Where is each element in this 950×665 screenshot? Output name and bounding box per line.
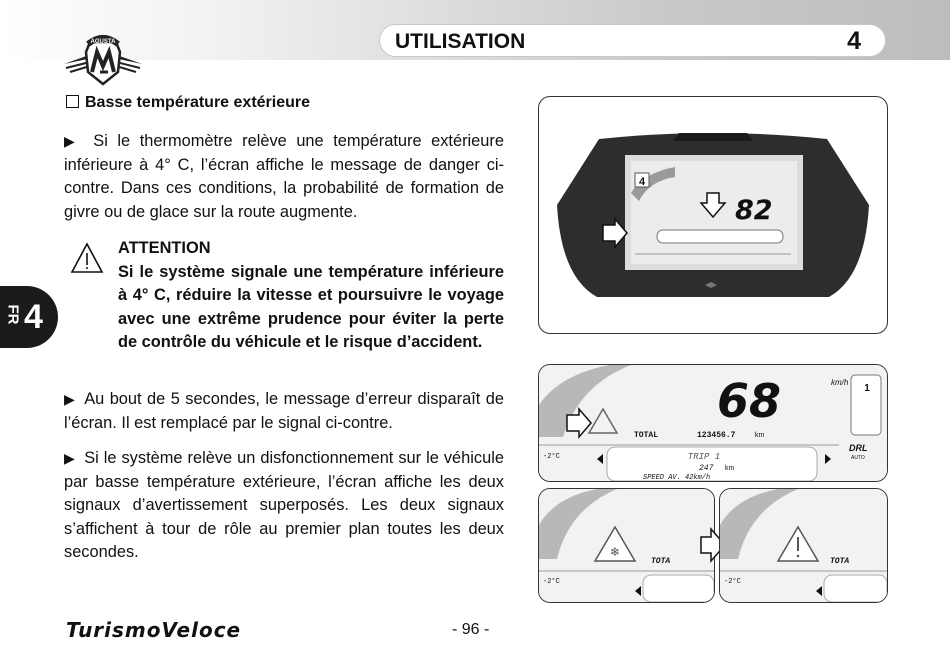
section-heading (66, 94, 310, 112)
attention-title: ATTENTION (118, 239, 211, 257)
bullet-arrow-icon: ▶ (64, 133, 80, 149)
checkbox-icon (66, 95, 79, 108)
trip-label: TRIP 1 (687, 452, 721, 462)
model-logo: TurismoVeloce (66, 618, 242, 642)
dash-speed: 82 (735, 195, 773, 226)
speed-average: SPEED AV. 42km/h (643, 474, 711, 481)
general-warning-figure (719, 488, 888, 603)
paragraph-1 (64, 130, 504, 224)
speed-detail-illustration (539, 365, 887, 481)
paragraph-2-text: Au bout de 5 secondes, le message d’erreur disparaît de l’écran. Il est remplacé par le signal ci-contre. (64, 390, 504, 432)
warning-triangle-icon (70, 242, 104, 274)
trip-value: 247 (699, 464, 714, 473)
total-unit: km (755, 432, 765, 439)
attention-block (118, 237, 504, 355)
ice-warning-illustration (539, 489, 714, 602)
chapter-number: 4 (847, 27, 861, 55)
trip-unit: km (725, 465, 735, 472)
chapter-side-tab (0, 286, 58, 348)
total-value: 123456.7 (697, 431, 736, 440)
section-title: UTILISATION (395, 30, 526, 53)
bullet-arrow-icon: ▶ (64, 450, 76, 466)
total-label: TOTAL (634, 431, 659, 440)
ice-warning-figure (538, 488, 715, 603)
speed-detail-figure (538, 364, 888, 482)
attention-text: Si le système signale une température inférieure à 4° C, réduire la vitesse et poursuivre le voyage avec une extrême prudence pour éviter la perte de contrôle du véhicule et le risque d’accident. (118, 262, 504, 351)
heading-text: Basse température extérieure (85, 94, 311, 111)
dashboard-illustration (539, 97, 887, 333)
section-header (380, 25, 885, 56)
temp-label: -2°C (724, 578, 741, 586)
detail-gear: 1 (864, 383, 870, 394)
logo-text: AGUSTA (90, 39, 116, 45)
temp-label: -2°C (543, 578, 560, 586)
detail-speed: 68 (716, 374, 781, 428)
drl-label: DRL (849, 443, 868, 453)
total-partial-label: TOTA (651, 557, 671, 566)
paragraph-1-text: Si le thermomètre relève une température extérieure inférieure à 4° C, l’écran affiche le message de danger ci-contre. Dans ces conditions, la probabilité de formation de givre ou de glace sur la route augmente. (64, 132, 504, 221)
mv-agusta-logo (62, 28, 144, 90)
total-partial-label: TOTA (830, 557, 850, 566)
temp-label: -2°C (543, 453, 560, 461)
dash-gear: 4 (638, 176, 646, 188)
paragraph-3 (64, 447, 504, 565)
paragraph-3-text: Si le système relève un disfonctionnement sur le véhicule par basse température extérieure, l’écran affiche les deux signaux d’avertissement superposés. Les deux signaux s’affichent à tour de rôle au premier plan toutes les deux secondes. (64, 449, 504, 561)
general-warning-illustration (720, 489, 887, 602)
bullet-arrow-icon: ▶ (64, 391, 76, 407)
language-code: FR (4, 304, 22, 325)
dashboard-figure (538, 96, 888, 334)
svg-text:❄: ❄ (609, 545, 621, 559)
page-number: - 96 - (452, 621, 490, 638)
side-tab-number: 4 (24, 298, 43, 336)
speed-unit: km/h (831, 378, 849, 387)
auto-label: AUTO (851, 455, 865, 461)
paragraph-2 (64, 388, 504, 435)
